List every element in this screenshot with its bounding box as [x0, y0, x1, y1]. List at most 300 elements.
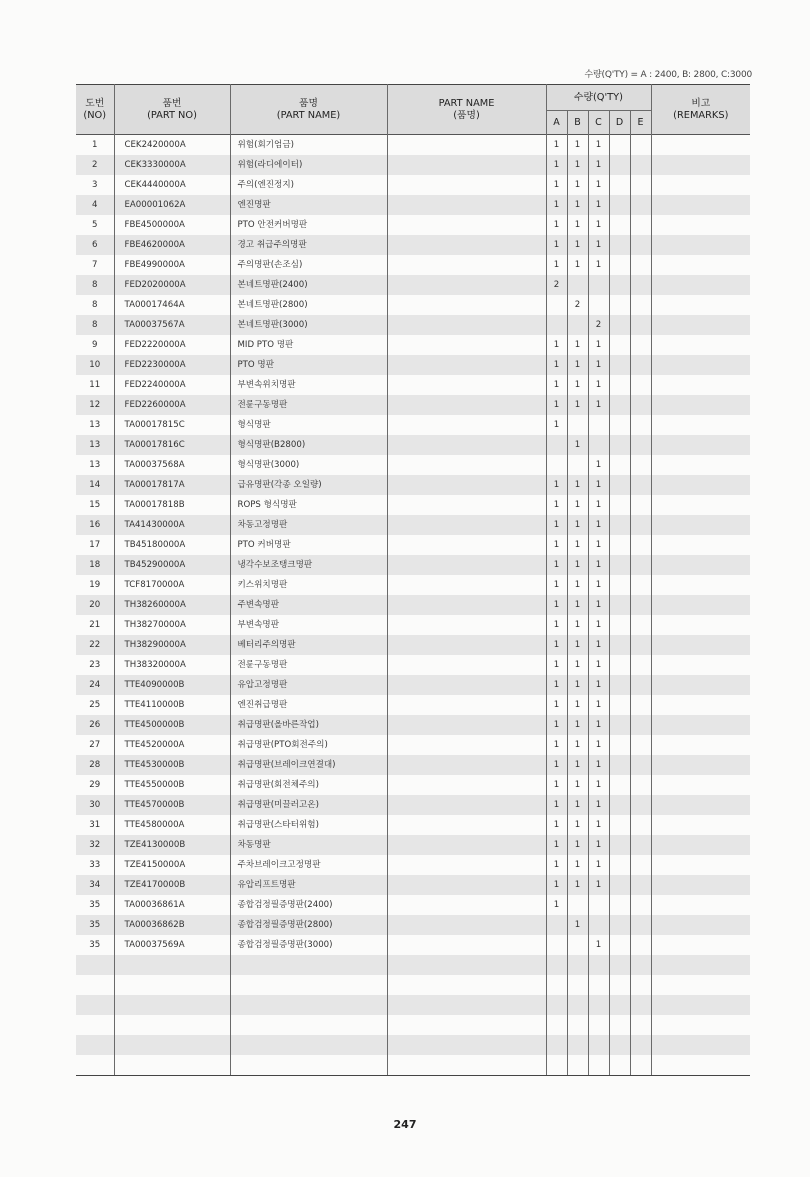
row-part-name-en	[387, 755, 546, 775]
row-qty-c: 1	[588, 555, 609, 575]
row-qty-e	[630, 415, 651, 435]
row-part-name-kr: 형식명판(3000)	[230, 455, 387, 475]
row-qty-c: 1	[588, 675, 609, 695]
row-qty-e	[630, 795, 651, 815]
row-no: 13	[76, 455, 114, 475]
row-qty-d	[609, 775, 630, 795]
row-part-name-kr: 주의(엔진정지)	[230, 175, 387, 195]
row-remarks	[651, 315, 750, 335]
row-no: 18	[76, 555, 114, 575]
row-qty-d	[609, 995, 630, 1015]
table-row	[76, 715, 750, 735]
row-qty-d	[609, 215, 630, 235]
row-qty-c	[588, 1015, 609, 1035]
row-remarks	[651, 215, 750, 235]
row-part-no: FED2020000A	[114, 275, 230, 295]
row-qty-a: 1	[546, 675, 567, 695]
row-no: 2	[76, 155, 114, 175]
row-part-no: TTE4570000B	[114, 795, 230, 815]
row-part-name-kr: 베터리주의명판	[230, 635, 387, 655]
row-no: 9	[76, 335, 114, 355]
row-qty-a	[546, 295, 567, 315]
row-qty-a: 1	[546, 775, 567, 795]
row-qty-b: 1	[567, 495, 588, 515]
row-part-name-kr: 종합검정필증명판(2800)	[230, 915, 387, 935]
row-remarks	[651, 255, 750, 275]
row-remarks	[651, 875, 750, 895]
row-qty-a: 1	[546, 895, 567, 915]
row-remarks	[651, 955, 750, 975]
row-qty-c: 1	[588, 235, 609, 255]
row-remarks	[651, 455, 750, 475]
row-qty-c: 1	[588, 835, 609, 855]
row-qty-e	[630, 595, 651, 615]
row-part-no: TTE4110000B	[114, 695, 230, 715]
row-qty-e	[630, 955, 651, 975]
row-qty-e	[630, 715, 651, 735]
row-qty-b: 1	[567, 775, 588, 795]
row-part-name-kr: ROPS 형식명판	[230, 495, 387, 515]
table-row	[76, 915, 750, 935]
row-qty-e	[630, 215, 651, 235]
row-qty-d	[609, 595, 630, 615]
row-qty-e	[630, 395, 651, 415]
row-qty-e	[630, 735, 651, 755]
row-no: 14	[76, 475, 114, 495]
row-qty-d	[609, 455, 630, 475]
row-qty-c: 1	[588, 735, 609, 755]
row-qty-e	[630, 815, 651, 835]
row-no: 13	[76, 415, 114, 435]
row-qty-d	[609, 755, 630, 775]
header-qty-c: C	[588, 111, 609, 135]
table-row	[76, 315, 750, 335]
row-qty-e	[630, 1015, 651, 1035]
row-qty-b: 1	[567, 815, 588, 835]
table-row	[76, 975, 750, 995]
row-qty-a: 1	[546, 475, 567, 495]
row-qty-b: 1	[567, 435, 588, 455]
row-part-name-en	[387, 155, 546, 175]
row-qty-c: 1	[588, 495, 609, 515]
row-part-name-kr	[230, 955, 387, 975]
row-qty-c: 1	[588, 655, 609, 675]
row-qty-a: 1	[546, 535, 567, 555]
row-qty-e	[630, 835, 651, 855]
row-no: 8	[76, 315, 114, 335]
table-row	[76, 535, 750, 555]
row-part-name-en	[387, 595, 546, 615]
row-remarks	[651, 635, 750, 655]
row-no: 13	[76, 435, 114, 455]
table-row	[76, 935, 750, 955]
row-qty-b: 1	[567, 875, 588, 895]
row-part-no	[114, 1015, 230, 1035]
row-qty-a: 1	[546, 835, 567, 855]
row-qty-d	[609, 195, 630, 215]
row-qty-a	[546, 1055, 567, 1076]
row-qty-b	[567, 315, 588, 335]
row-qty-b: 1	[567, 375, 588, 395]
row-part-no: TB45180000A	[114, 535, 230, 555]
row-qty-a	[546, 955, 567, 975]
row-qty-a	[546, 435, 567, 455]
row-no: 28	[76, 755, 114, 775]
row-remarks	[651, 815, 750, 835]
row-part-no	[114, 955, 230, 975]
row-part-no: FED2230000A	[114, 355, 230, 375]
row-qty-d	[609, 1015, 630, 1035]
row-qty-a: 1	[546, 635, 567, 655]
table-row	[76, 455, 750, 475]
row-remarks	[651, 475, 750, 495]
row-qty-b: 1	[567, 655, 588, 675]
row-qty-d	[609, 1035, 630, 1055]
row-no	[76, 955, 114, 975]
row-qty-e	[630, 135, 651, 156]
row-qty-c: 1	[588, 135, 609, 156]
row-part-name-kr: 종합검정필증명판(2400)	[230, 895, 387, 915]
row-no: 23	[76, 655, 114, 675]
row-part-name-en	[387, 1055, 546, 1076]
row-qty-a: 1	[546, 495, 567, 515]
row-part-name-en	[387, 195, 546, 215]
row-qty-b	[567, 1055, 588, 1076]
row-part-no: FBE4500000A	[114, 215, 230, 235]
row-qty-c: 1	[588, 855, 609, 875]
row-part-no: TH38320000A	[114, 655, 230, 675]
row-qty-c: 1	[588, 635, 609, 655]
row-part-no: TA00036861A	[114, 895, 230, 915]
table-row	[76, 755, 750, 775]
row-qty-d	[609, 275, 630, 295]
row-part-name-kr: 취급명판(회전체주의)	[230, 775, 387, 795]
row-no: 35	[76, 935, 114, 955]
row-qty-c: 1	[588, 535, 609, 555]
row-part-name-en	[387, 355, 546, 375]
table-row	[76, 1035, 750, 1055]
row-part-name-kr: 주차브레이크고정명판	[230, 855, 387, 875]
table-row	[76, 675, 750, 695]
row-qty-c: 1	[588, 935, 609, 955]
row-part-name-en	[387, 975, 546, 995]
row-qty-b	[567, 455, 588, 475]
row-part-name-en	[387, 435, 546, 455]
row-no: 31	[76, 815, 114, 835]
row-qty-c: 1	[588, 255, 609, 275]
row-part-no: TTE4530000B	[114, 755, 230, 775]
header-partname-en: PART NAME	[438, 97, 495, 109]
row-remarks	[651, 935, 750, 955]
row-no: 22	[76, 635, 114, 655]
header-qty-d: D	[609, 111, 630, 135]
row-part-name-en	[387, 235, 546, 255]
row-qty-c: 1	[588, 395, 609, 415]
row-qty-c: 1	[588, 595, 609, 615]
table-row	[76, 515, 750, 535]
row-qty-e	[630, 375, 651, 395]
row-part-no: TH38270000A	[114, 615, 230, 635]
table-row	[76, 275, 750, 295]
row-qty-c: 1	[588, 355, 609, 375]
row-qty-b: 1	[567, 595, 588, 615]
row-qty-e	[630, 755, 651, 775]
row-no	[76, 1055, 114, 1076]
row-qty-b: 1	[567, 795, 588, 815]
row-no: 24	[76, 675, 114, 695]
row-part-name-en	[387, 395, 546, 415]
row-remarks	[651, 675, 750, 695]
row-qty-d	[609, 875, 630, 895]
row-qty-b: 1	[567, 395, 588, 415]
row-qty-e	[630, 675, 651, 695]
row-no: 4	[76, 195, 114, 215]
row-part-name-en	[387, 275, 546, 295]
row-qty-e	[630, 695, 651, 715]
row-qty-b: 1	[567, 195, 588, 215]
row-part-name-en	[387, 895, 546, 915]
row-qty-c: 1	[588, 795, 609, 815]
row-qty-e	[630, 575, 651, 595]
row-qty-d	[609, 235, 630, 255]
row-part-name-en	[387, 575, 546, 595]
row-part-no: TA00017818B	[114, 495, 230, 515]
row-part-no: CEK3330000A	[114, 155, 230, 175]
row-part-name-kr	[230, 1035, 387, 1055]
row-part-no: TA00017815C	[114, 415, 230, 435]
row-qty-a	[546, 935, 567, 955]
row-qty-b: 1	[567, 175, 588, 195]
row-qty-b: 1	[567, 235, 588, 255]
row-qty-e	[630, 435, 651, 455]
row-part-name-kr: 유압리프트명판	[230, 875, 387, 895]
row-qty-a: 1	[546, 335, 567, 355]
row-qty-a: 1	[546, 655, 567, 675]
row-no: 17	[76, 535, 114, 555]
row-remarks	[651, 335, 750, 355]
row-qty-a: 1	[546, 155, 567, 175]
row-qty-e	[630, 975, 651, 995]
row-qty-b: 1	[567, 755, 588, 775]
row-qty-d	[609, 335, 630, 355]
row-qty-c: 1	[588, 815, 609, 835]
row-remarks	[651, 995, 750, 1015]
table-row	[76, 435, 750, 455]
row-part-no: TTE4580000A	[114, 815, 230, 835]
row-qty-c	[588, 435, 609, 455]
row-qty-a: 1	[546, 795, 567, 815]
row-qty-e	[630, 475, 651, 495]
row-part-name-en	[387, 875, 546, 895]
table-row	[76, 155, 750, 175]
row-no: 34	[76, 875, 114, 895]
table-row	[76, 895, 750, 915]
row-part-name-kr: PTO 커버명판	[230, 535, 387, 555]
table-row	[76, 595, 750, 615]
table-row	[76, 615, 750, 635]
row-part-name-en	[387, 335, 546, 355]
row-part-name-kr: 취급명판(PTO회전주의)	[230, 735, 387, 755]
row-qty-e	[630, 235, 651, 255]
row-remarks	[651, 375, 750, 395]
row-part-name-kr: 본네트명판(2800)	[230, 295, 387, 315]
row-part-name-en	[387, 735, 546, 755]
row-qty-c: 1	[588, 695, 609, 715]
row-qty-d	[609, 695, 630, 715]
row-part-name-en	[387, 635, 546, 655]
row-qty-a: 1	[546, 255, 567, 275]
row-part-name-en	[387, 295, 546, 315]
row-part-no: FED2260000A	[114, 395, 230, 415]
row-part-name-kr: 주의명판(손조심)	[230, 255, 387, 275]
row-qty-a: 1	[546, 415, 567, 435]
row-qty-b	[567, 935, 588, 955]
row-no: 25	[76, 695, 114, 715]
row-qty-c	[588, 995, 609, 1015]
row-qty-d	[609, 895, 630, 915]
row-no: 1	[76, 135, 114, 156]
row-no: 3	[76, 175, 114, 195]
header-qty: 수량(Q'TY)	[546, 85, 651, 111]
row-qty-e	[630, 535, 651, 555]
row-part-name-kr: 경고 취급주의명판	[230, 235, 387, 255]
row-qty-a: 1	[546, 695, 567, 715]
row-qty-a: 1	[546, 375, 567, 395]
row-part-name-kr: 위험(라디에이터)	[230, 155, 387, 175]
row-remarks	[651, 615, 750, 635]
row-part-name-kr: 본네트명판(3000)	[230, 315, 387, 335]
row-qty-a: 1	[546, 735, 567, 755]
row-part-name-kr	[230, 975, 387, 995]
row-qty-e	[630, 635, 651, 655]
row-qty-a: 1	[546, 575, 567, 595]
row-qty-a	[546, 975, 567, 995]
row-part-no: TH38260000A	[114, 595, 230, 615]
row-part-name-kr: 냉각수보조탱크명판	[230, 555, 387, 575]
row-no: 35	[76, 895, 114, 915]
row-qty-b: 1	[567, 335, 588, 355]
table-row	[76, 475, 750, 495]
row-remarks	[651, 355, 750, 375]
row-remarks	[651, 755, 750, 775]
header-no	[76, 85, 114, 135]
row-qty-b: 1	[567, 735, 588, 755]
row-qty-b	[567, 1015, 588, 1035]
row-qty-a: 1	[546, 855, 567, 875]
row-part-name-kr: 엔진명판	[230, 195, 387, 215]
header-part-name-kr	[230, 85, 387, 135]
row-part-name-en	[387, 255, 546, 275]
row-part-name-en	[387, 855, 546, 875]
row-remarks	[651, 435, 750, 455]
row-part-name-kr: 부변속명판	[230, 615, 387, 635]
row-no: 5	[76, 215, 114, 235]
row-qty-e	[630, 855, 651, 875]
row-no: 19	[76, 575, 114, 595]
row-no: 21	[76, 615, 114, 635]
row-qty-b: 1	[567, 855, 588, 875]
row-remarks	[651, 1015, 750, 1035]
row-part-name-kr: 차동고정명판	[230, 515, 387, 535]
row-qty-e	[630, 1055, 651, 1076]
row-qty-d	[609, 475, 630, 495]
row-qty-c: 1	[588, 515, 609, 535]
row-remarks	[651, 175, 750, 195]
row-qty-b: 1	[567, 535, 588, 555]
row-qty-c: 1	[588, 875, 609, 895]
row-qty-b: 1	[567, 615, 588, 635]
row-part-name-kr: 키스위치명판	[230, 575, 387, 595]
row-qty-b: 2	[567, 295, 588, 315]
row-qty-e	[630, 455, 651, 475]
header-partname-kr: (품명)	[453, 109, 480, 121]
row-qty-a: 1	[546, 755, 567, 775]
row-qty-e	[630, 515, 651, 535]
header-qty-b: B	[567, 111, 588, 135]
row-no	[76, 1035, 114, 1055]
row-qty-b: 1	[567, 695, 588, 715]
table-row	[76, 815, 750, 835]
table-row	[76, 1055, 750, 1076]
row-remarks	[651, 835, 750, 855]
header-no-en: (NO)	[83, 109, 107, 121]
row-part-name-en	[387, 775, 546, 795]
row-qty-a	[546, 995, 567, 1015]
row-qty-d	[609, 735, 630, 755]
table-row	[76, 255, 750, 275]
row-qty-e	[630, 915, 651, 935]
row-qty-a	[546, 315, 567, 335]
table-row	[76, 1015, 750, 1035]
row-part-name-en	[387, 915, 546, 935]
row-no: 16	[76, 515, 114, 535]
row-qty-d	[609, 555, 630, 575]
row-part-no: TCF8170000A	[114, 575, 230, 595]
row-qty-e	[630, 175, 651, 195]
row-remarks	[651, 235, 750, 255]
row-qty-d	[609, 535, 630, 555]
header-row	[76, 85, 750, 111]
row-part-name-en	[387, 1015, 546, 1035]
row-qty-a: 1	[546, 135, 567, 156]
row-part-no: CEK4440000A	[114, 175, 230, 195]
row-qty-e	[630, 295, 651, 315]
row-qty-d	[609, 815, 630, 835]
row-part-name-kr: PTO 명판	[230, 355, 387, 375]
row-qty-c	[588, 1035, 609, 1055]
row-qty-e	[630, 895, 651, 915]
row-qty-c	[588, 955, 609, 975]
row-no: 10	[76, 355, 114, 375]
row-no: 12	[76, 395, 114, 415]
row-remarks	[651, 195, 750, 215]
row-part-no: TB45290000A	[114, 555, 230, 575]
row-remarks	[651, 715, 750, 735]
row-qty-d	[609, 615, 630, 635]
row-no: 15	[76, 495, 114, 515]
row-remarks	[651, 515, 750, 535]
row-part-name-en	[387, 415, 546, 435]
row-qty-a: 1	[546, 815, 567, 835]
row-part-name-en	[387, 475, 546, 495]
row-qty-e	[630, 655, 651, 675]
row-part-name-kr: 급유명판(각종 오일량)	[230, 475, 387, 495]
table-row	[76, 635, 750, 655]
row-no: 30	[76, 795, 114, 815]
row-qty-b: 1	[567, 355, 588, 375]
row-qty-d	[609, 355, 630, 375]
table-row	[76, 795, 750, 815]
